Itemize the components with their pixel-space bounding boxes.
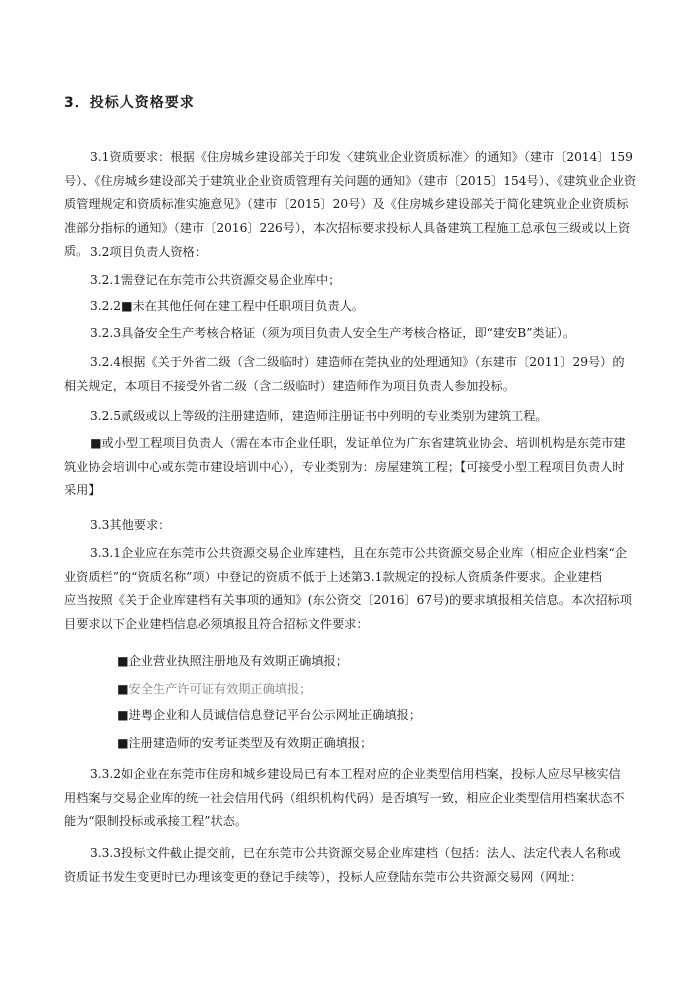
text-line: 能为“限制投标或承接工程”状态。 (64, 814, 248, 828)
text-line: 3.1资质要求：根据《住房城乡建设部关于印发〈建筑业企业资质标准〉的通知》（建市〔2014〕159 (90, 150, 633, 164)
text-line: 3.2.4根据《关于外省二级（含二级临时）建造师在莞执业的处理通知》（东建市〔2011〕29号）的 (90, 355, 625, 369)
paragraph-small-project-manager (64, 432, 634, 503)
checklist-text: 注册建造师的安考证类型及有效期正确填报； (128, 736, 373, 750)
text-line: 相关规定，本项目不接受外省二级（含二级临时）建造师作为项目负责人参加投标。 (64, 378, 515, 393)
text-line: 3.3.1企业应在东莞市公共资源交易企业库建档，且在东莞市公共资源交易企业库（相应企业档案“企 (90, 546, 627, 560)
text-line: ■或小型工程项目负责人（需在本市企业任职，发证单位为广东省建筑业协会、培训机构是东莞市建 (90, 436, 626, 450)
text-line: 用档案与交易企业库的统一社会信用代码（组织机构代码）是否填写一致，相应企业类型信用档案状态不 (64, 790, 625, 805)
paragraph-3-2-1: 3.2.1需登记在东莞市公共资源交易企业库中； (90, 273, 341, 287)
text-line: 应当按照《关于企业库建档有关事项的通知》(东公资交〔2016〕67号)的要求填报相关信息。本次招标项 (64, 593, 632, 607)
paragraph-3-3-1 (64, 542, 634, 636)
checklist-item (117, 732, 372, 756)
paragraph-3-3: 3.3其他要求： (90, 518, 171, 532)
text-line: 3.3.3投标文件截止提交前，已在东莞市公共资源交易企业库建档（包括：法人、法定代表人名称或 (90, 846, 621, 860)
text-line: 资质证书发生变更时已办理该变更的登记手续等），投标人应登陆东莞市公共资源交易网（网址： (64, 869, 582, 884)
section-heading: 3．投标人资格要求 (64, 95, 195, 111)
checkbox-mark: ■ (117, 654, 129, 668)
checkbox-mark: ■ (117, 682, 129, 696)
paragraph-3-2-2: 3.2.2■未在其他任何在建工程中任职项目负责人。 (90, 299, 365, 313)
checklist-item (117, 650, 348, 674)
text-line: 准部分指标的通知》（建市〔2016〕226号），本次招标要求投标人具备建筑工程施工总承包三级或以上资 (64, 220, 631, 235)
checklist-text: 企业营业执照注册地及有效期正确填报； (128, 654, 348, 668)
paragraph-3-2-5: 3.2.5贰级或以上等级的注册建造师，建造师注册证书中列明的专业类别为建筑工程。 (90, 409, 548, 423)
text-line: 业资质栏”的“资质名称”项）中登记的资质不低于上述第3.1款规定的投标人资质条件要求。企业建档 (64, 569, 602, 584)
checklist-item (117, 704, 421, 728)
text-line: 3.3.2如企业在东莞市住房和城乡建设局已有本工程对应的企业类型信用档案，投标人应尽早核实信 (90, 767, 621, 781)
paragraph-3-3-3 (64, 842, 634, 889)
paragraph-3-2-3: 3.2.3具备安全生产考核合格证（须为项目负责人安全生产考核合格证，即“建安B”类证）。 (90, 326, 576, 340)
checklist-item (117, 678, 311, 702)
paragraph-3-2: 3.2项目负责人资格： (90, 245, 207, 259)
checkbox-mark: ■ (117, 708, 129, 722)
text-line: 号）、《住房城乡建设部关于建筑业企业资质管理有关问题的通知》（建市〔2015〕154号）、《建筑业企业资 (64, 173, 637, 188)
checklist-text: 安全生产许可证有效期正确填报； (128, 682, 312, 696)
paragraph-3-2-4 (64, 351, 634, 398)
checkbox-mark: ■ (117, 736, 129, 750)
text-line: 筑业协会培训中心或东莞市建设培训中心），专业类别为：房屋建筑工程；【可接受小型工程项目负责人时 (64, 459, 625, 474)
paragraph-3-3-2 (64, 763, 634, 834)
text-line: 采用】 (64, 483, 101, 497)
checklist-text: 进粤企业和人员诚信信息登记平台公示网址正确填报； (128, 708, 422, 722)
text-line: 目要求以下企业建档信息必须填报且符合招标文件要求： (64, 616, 369, 631)
text-line: 质管理规定和资质标准实施意见》（建市〔2015〕20号）及《住房城乡建设部关于简化建筑业企业资质标 (64, 197, 629, 211)
text-line: 质。 (64, 244, 89, 258)
